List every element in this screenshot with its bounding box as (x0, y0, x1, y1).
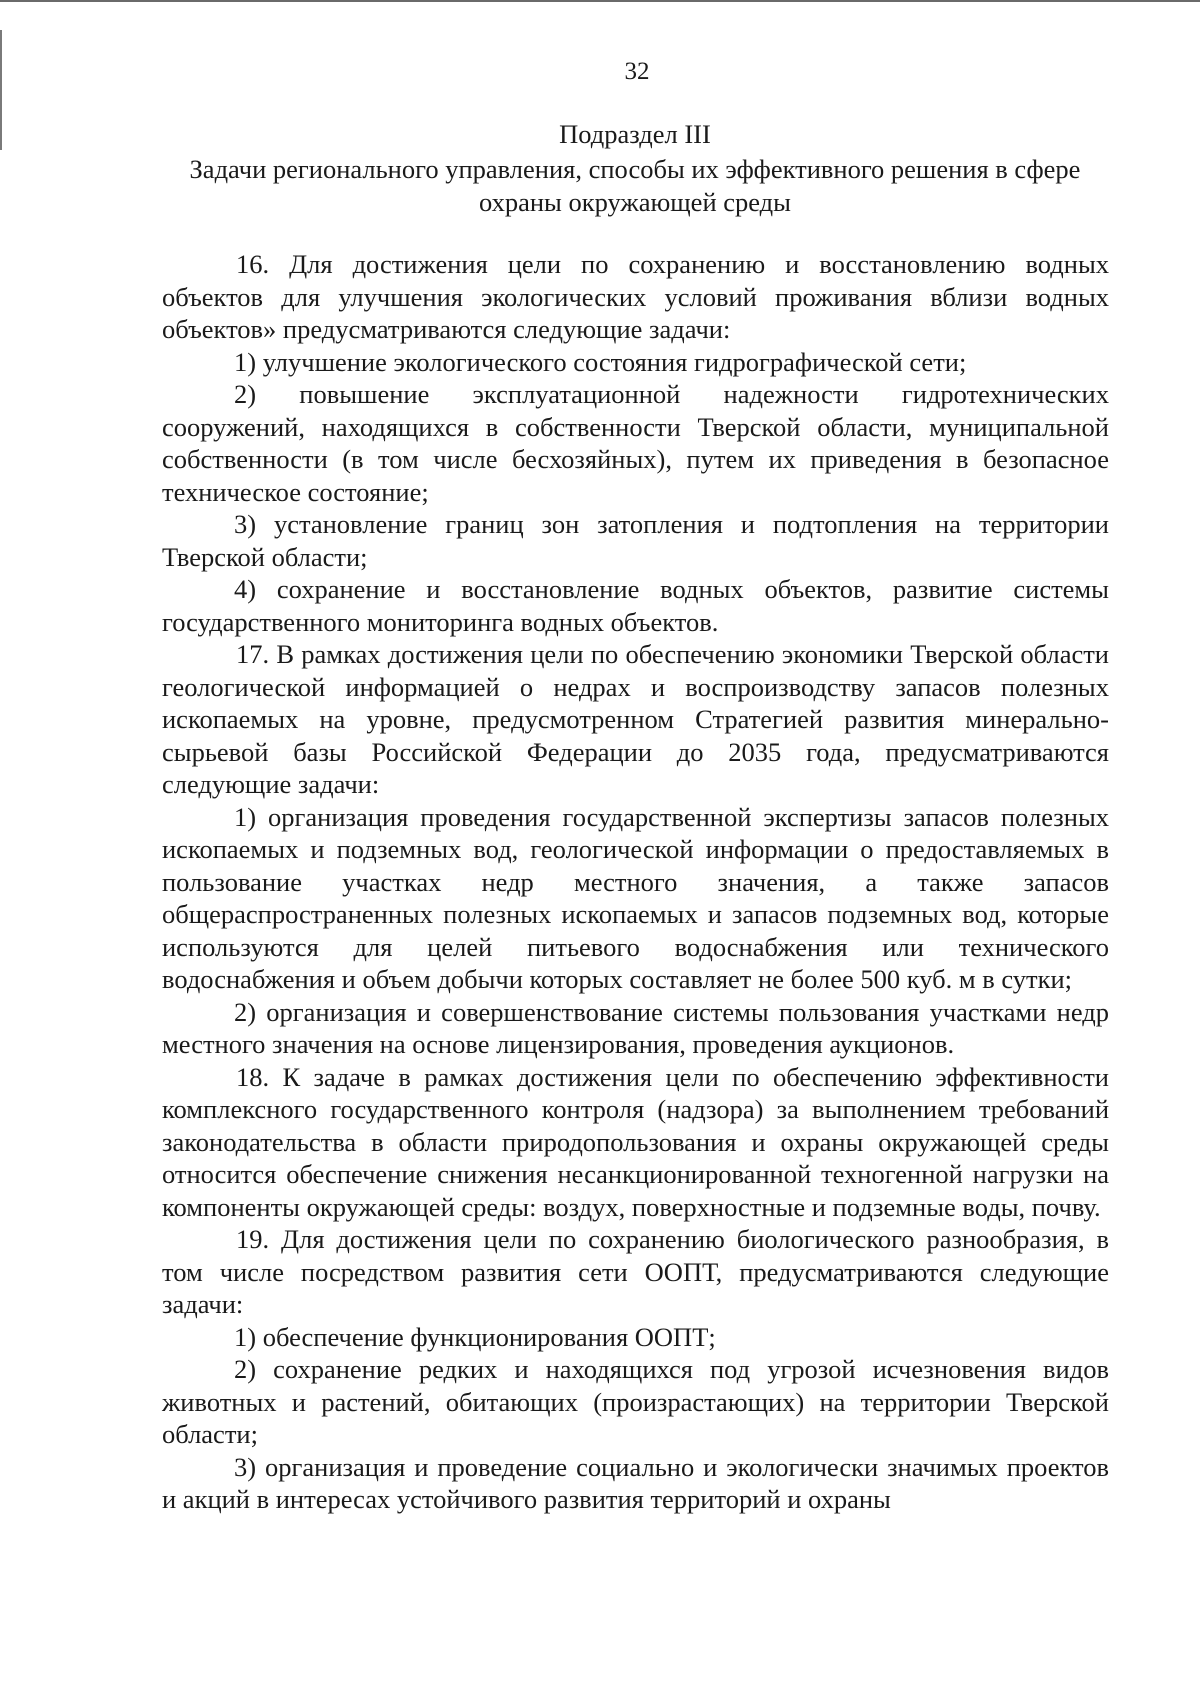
list-item-19-2: 2) сохранение редких и находящихся под угрозой исчезновения видов животных и растений, обитающих (произрастающих) на территории Тверской области; (162, 1354, 1109, 1449)
scan-left-edge (0, 30, 2, 150)
list-item-19-3: 3) организация и проведение социально и экологически значимых проектов и акций в интересах устойчивого развития территорий и охраны (162, 1451, 1109, 1514)
list-item-16-1: 1) улучшение экологического состояния гидрографической сети; (234, 346, 967, 377)
section-title: Задачи регионального управления, способы их эффективного решения в сфере охраны окружающей среды (189, 154, 1081, 217)
list-item-17-1: 1) организация проведения государственной экспертизы запасов полезных ископаемых и подземных вод, геологической информации о предоставляемых в пользование участках недр местного значения, а также запасов общераспространенных полезных ископаемых и запасов подземных вод, которые используются для целей питьевого водоснабжения или технического водоснабжения и объем добычи которых составляет не более 500 куб. м в сутки; (162, 801, 1109, 994)
list-item-16-2: 2) повышение эксплуатационной надежности гидротехнических сооружений, находящихся в собственности Тверской области, муниципальной собственности (в том числе бесхозяйных), путем их приведения в безопасное техническое состояние; (162, 379, 1109, 507)
list-item-16-3: 3) установление границ зон затопления и подтопления на территории Тверской области; (162, 509, 1109, 572)
scan-top-edge (0, 0, 1200, 2)
list-item-16-4: 4) сохранение и восстановление водных объектов, развитие системы государственного мониторинга водных объектов. (162, 574, 1109, 637)
paragraph-19: 19. Для достижения цели по сохранению биологического разнообразия, в том числе посредством развития сети ООПТ, предусматриваются следующие задачи: (162, 1224, 1109, 1319)
paragraph-17: 17. В рамках достижения цели по обеспечению экономики Тверской области геологической информацией о недрах и воспроизводству запасов полезных ископаемых на уровне, предусмотренном Стратегией развития минерально-сырьевой базы Российской Федерации до 2035 года, предусматриваются следующие задачи: (162, 639, 1109, 799)
document-body (162, 248, 1109, 1516)
subsection-heading: Подраздел III (559, 119, 711, 149)
list-item-17-2: 2) организация и совершенствование системы пользования участками недр местного значения на основе лицензирования, проведения аукционов. (162, 996, 1109, 1059)
paragraph-16: 16. Для достижения цели по сохранению и восстановлению водных объектов для улучшения экологических условий проживания вблизи водных объектов» предусматриваются следующие задачи: (162, 249, 1109, 344)
list-item-19-1: 1) обеспечение функционирования ООПТ; (234, 1321, 716, 1352)
paragraph-18: 18. К задаче в рамках достижения цели по обеспечению эффективности комплексного государственного контроля (надзора) за выполнением требований законодательства в области природопользования и охраны окружающей среды относится обеспечение снижения несанкционированной техногенной нагрузки на компоненты окружающей среды: воздух, поверхностные и подземные воды, почву. (162, 1061, 1109, 1222)
page-number: 32 (624, 58, 650, 85)
